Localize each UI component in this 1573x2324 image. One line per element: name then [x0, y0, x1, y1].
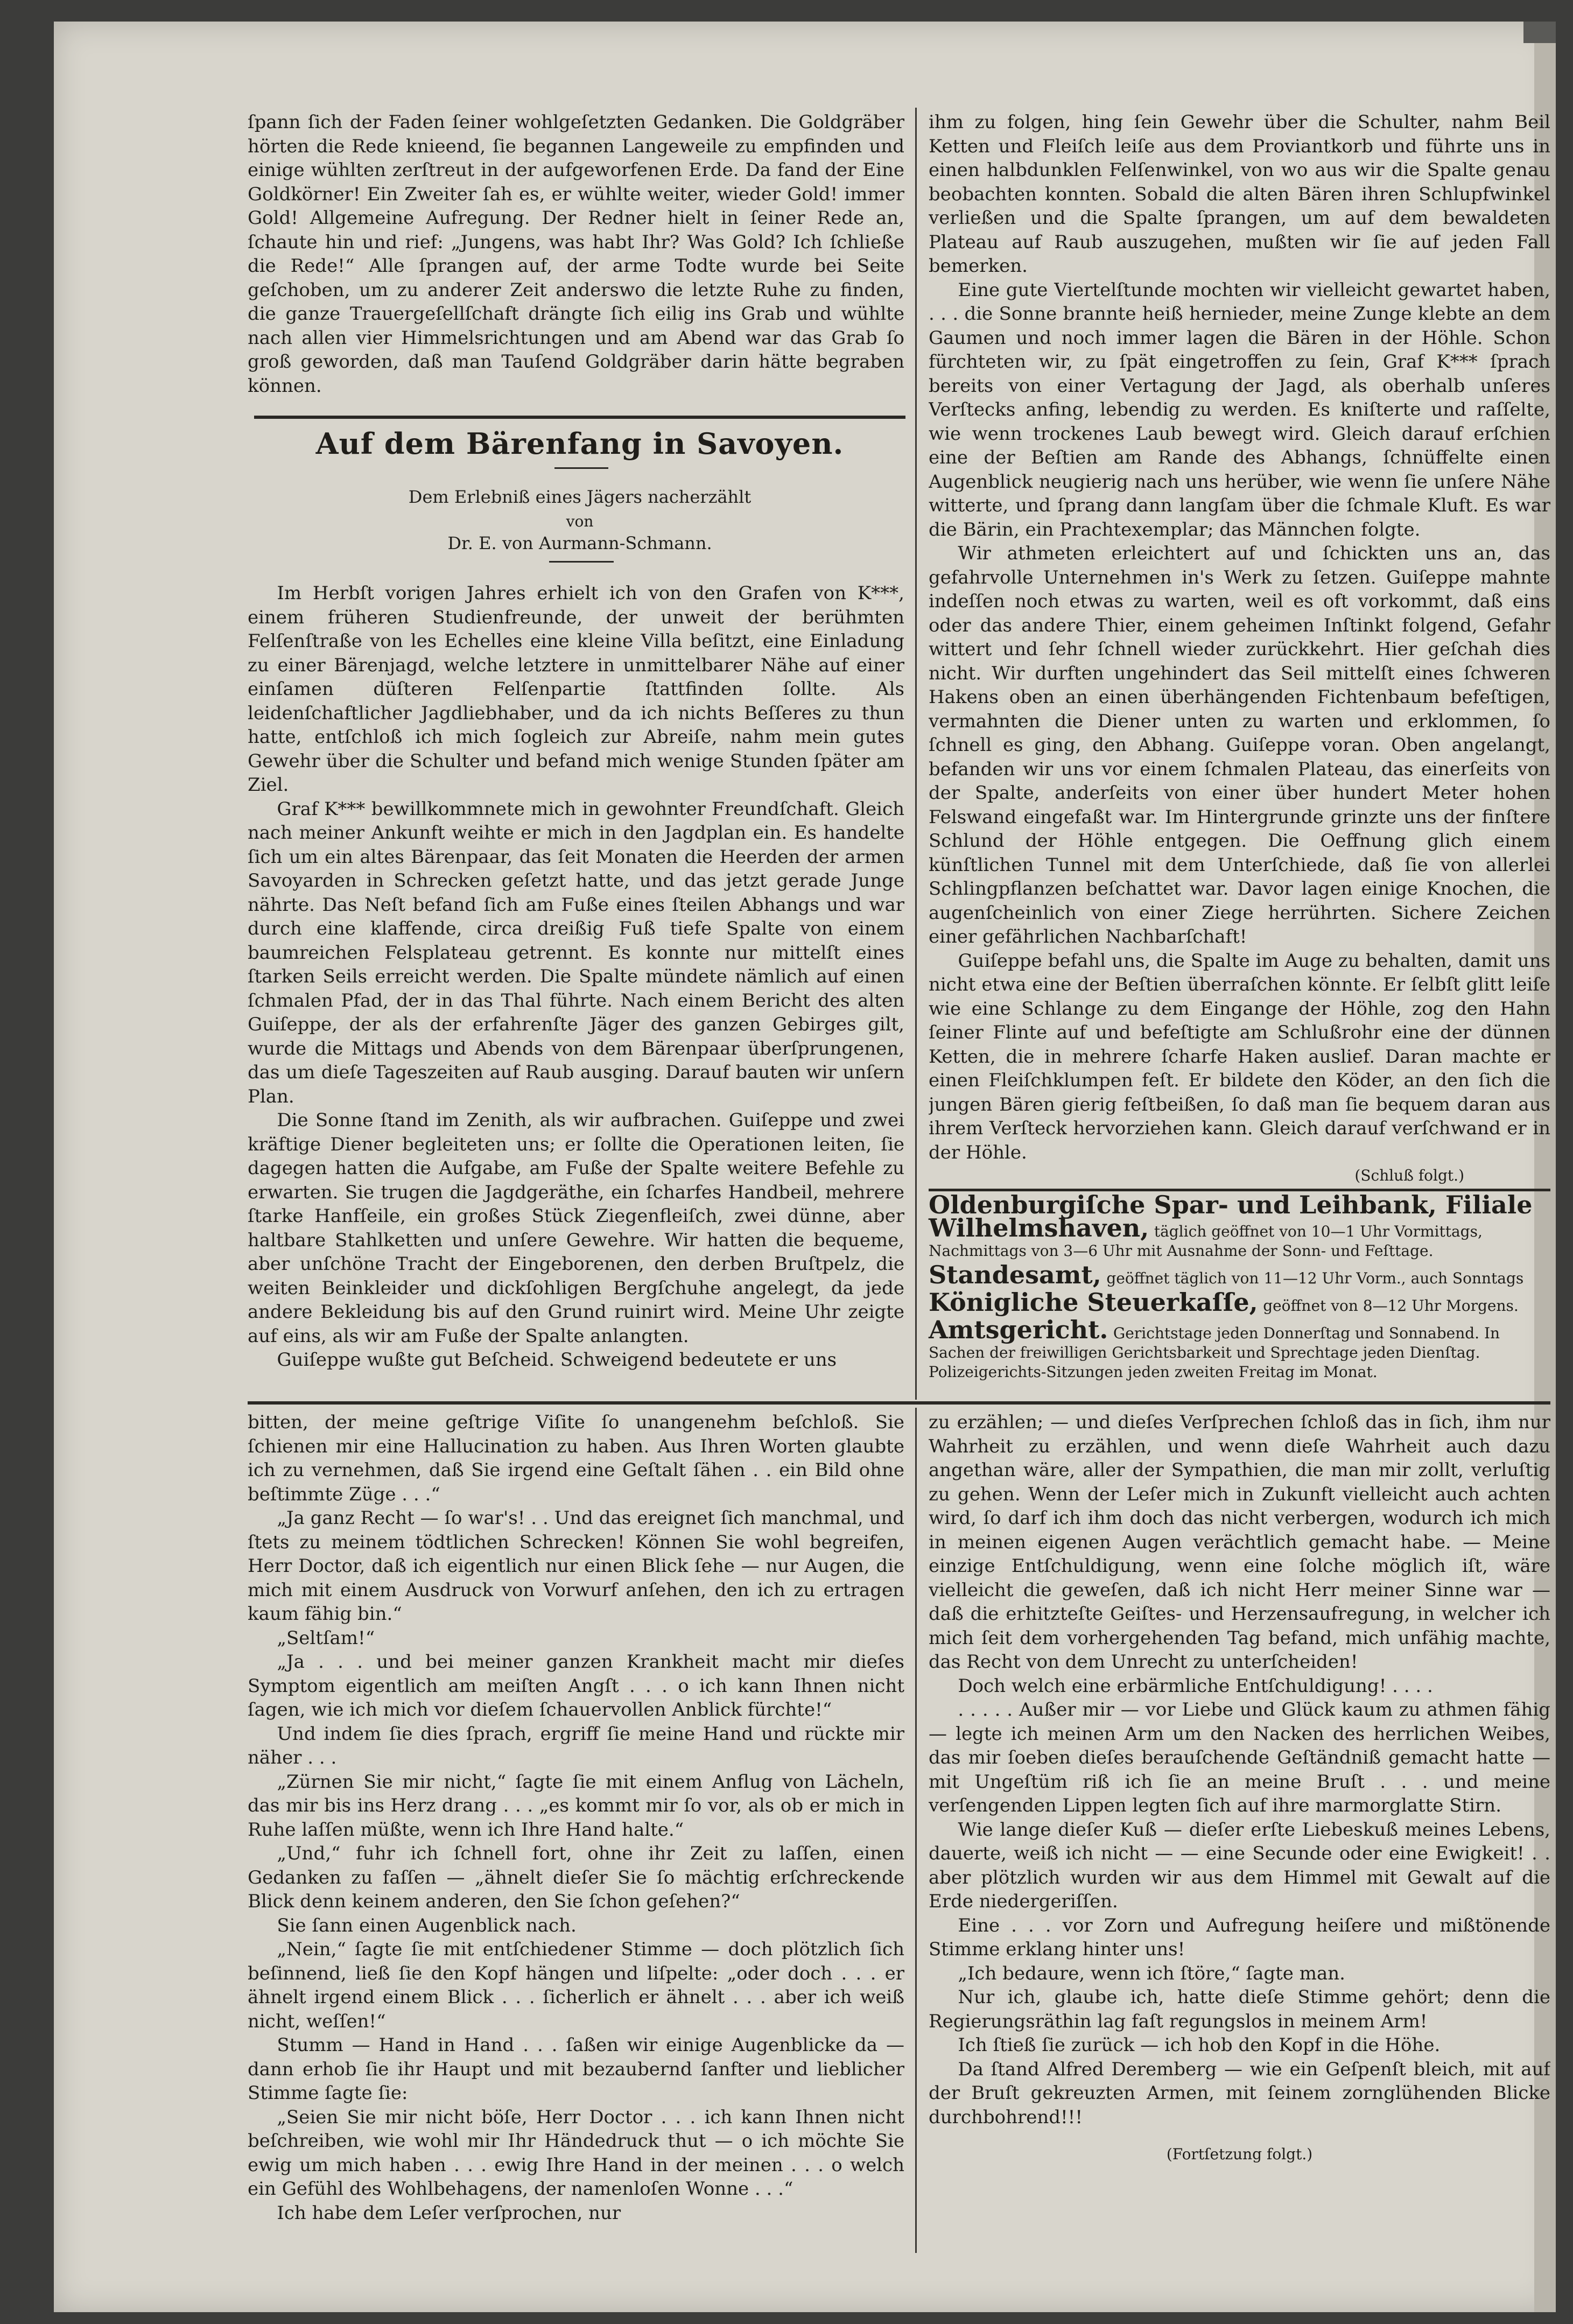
newspaper-page [54, 22, 1556, 2312]
feuilleton-divider [248, 1401, 1550, 1405]
novel-paragraph: „Ja . . . und bei meiner ganzen Krankheit macht mir dieſes Symptom eigentlich am meiſten Angſt . . . o ich kann Ihnen nicht ſagen, wie ich mich vor dieſem ſchauervollen Anblick fürchte!“ [248, 1651, 904, 1721]
notice-court-title: Amtsgericht. [929, 1315, 1108, 1344]
author-rule [549, 561, 614, 563]
notice-registry-details: geöffnet täglich von 11—12 Uhr Vorm., auch Sonntags [1106, 1269, 1524, 1287]
notice-court [929, 1315, 1550, 1382]
story-paragraph: Graf K*** bewillkommnete mich in gewohnter Freundſchaft. Gleich nach meiner Ankunft weihte er mich in den Jagdplan ein. Es handelte ſich um ein altes Bärenpaar, das ſeit Monaten die Heerden der armen Savoyarden in Schrecken geſetzt hatte, und das jetzt gerade Junge nährte. Das Neſt befand ſich am Fuße eines ſteilen Abhangs und war durch eine klaffende, circa dreißig Fuß tiefe Spalte von einem baumreichen Felsplateau getrennt. Es konnte nur mittelſt eines ſtarken Seils erreicht werden. Die Spalte mündete nämlich auf einen ſchmalen Pfad, der in das Thal führte. Nach einem Bericht des alten Guiſeppe, der als der erfahrenſte Jäger des ganzen Gebirges gilt, wurde die Mittags und Abends von dem Bärenpaar überſprungenen, das um dieſe Tageszeiten auf Raub ausging. Darauf bauten wir unſern Plan. [248, 798, 904, 1107]
story-paragraph: Im Herbſt vorigen Jahres erhielt ich von den Grafen von K***, einem früheren Studienfreunde, der unweit der berühmten Felſenſtraße von les Echelles eine kleine Villa beſitzt, eine Einladung zu einer Bärenjagd, welche letztere in unmittelbarer Nähe auf einer einſamen düſteren Felſenpartie ſtattfinden ſollte. Als leidenſchaftlicher Jagdliebhaber, und da ich nichts Beſſeres zu thun hatte, entſchloß ich mich ſogleich zur Abreiſe, nahm mein gutes Gewehr über die Schulter und befand mich wenige Stunden ſpäter am Ziel. [248, 582, 904, 796]
novel-paragraph: „Zürnen Sie mir nicht,“ ſagte ſie mit einem Anflug von Lächeln, das mir bis ins Herz drang . . . „es kommt mir ſo vor, als ob er mich in Ruhe laſſen müßte, wenn ich Ihre Hand halte.“ [248, 1771, 904, 1841]
bottom-column-divider [915, 1408, 917, 2253]
bottom-left-column [248, 1410, 904, 2250]
notice-tax-office-title: Königliche Steuerkaſſe, [929, 1288, 1258, 1317]
article-author: Dr. E. von Aurmann-Schmann. [447, 533, 712, 553]
heading-top-rule [254, 416, 905, 419]
novel-paragraph: bitten, der meine geſtrige Viſite ſo unangenehm beſchloß. Sie ſchienen mir eine Hallucination zu haben. Aus Ihren Worten glaubte ich zu vernehmen, daß Sie irgend eine Geſtalt ſähen . . ein Bild ohne beſtimmte Züge . . .“ [248, 1412, 904, 1505]
story-paragraph: Eine gute Viertelſtunde mochten wir vielleicht gewartet haben, . . . die Sonne brannte heiß hernieder, meine Zunge klebte an dem Gaumen und noch immer lagen die Bären in der Höhle. Schon fürchteten wir, zu ſpät eingetroffen zu ſein, Graf K*** ſprach bereits von einer Vertagung der Jagd, als oberhalb unſeres Verſtecks anfing, lebendig zu werden. Es kniſterte und raſſelte, wie wenn trockenes Laub bewegt wird. Gleich darauf erſchien eine der Beſtien am Rande des Abhangs, ſchnüffelte einen Augenblick neugierig nach uns herüber, wie wenn ſie unſere Nähe witterte, und ſprang dann langſam über die ſchmale Kluft. Es war die Bärin, ein Prachtexemplar; das Männchen folgte. [929, 279, 1550, 540]
notice-tax-office [929, 1288, 1550, 1317]
novel-paragraph: Und indem ſie dies ſprach, ergriff ſie meine Hand und rückte mir näher . . . [248, 1723, 904, 1768]
novel-paragraph: Doch welch eine erbärmliche Entſchuldigung! . . . . [958, 1675, 1433, 1697]
novel-paragraph: zu erzählen; — und dieſes Verſprechen ſchloß das in ſich, ihm nur Wahrheit zu erzählen, und wenn dieſe Wahrheit auch dazu angethan wäre, aller der Sympathien, die man mir zollt, verluſtig zu gehen. Wenn der Leſer mich in Zukunft vielleicht auch achten wird, ſo darf ich ihm doch das nicht verbergen, wodurch ich mich in meinen eigenen Augen verächtlich gemacht habe. — Meine einzige Entſchuldigung, wenn eine ſolche möglich iſt, wäre vielleicht die geweſen, daß ich nicht Herr meiner Sinne war — daß die erhitzteſte Geiſtes- und Herzensaufregung, in welcher ich mich ſeit dem vorhergehenden Tag befand, mich unfähig machte, das Recht von dem Unrecht zu unterſcheiden! [929, 1412, 1550, 1673]
novel-paragraph: Sie ſann einen Augenblick nach. [277, 1914, 577, 1936]
story-paragraph: Guiſeppe befahl uns, die Spalte im Auge zu behalten, damit uns nicht etwa eine der Beſtien überraſchen könnte. Er ſelbſt glitt leiſe wie eine Schlange zu dem Eingange der Höhle, zog den Hahn ſeiner Flinte auf und befeſtigte am Schlußrohr eine der dünnen Ketten, die in mehrere ſcharfe Haken auslief. Daran machte er einen Fleiſchklumpen feſt. Er bildete den Köder, an den ſich die jungen Bären gierig feſtbeißen, ſo daß man ſie bequem daran aus ihrem Verſteck hervorziehen kann. Gleich darauf verſchwand er in der Höhle. [929, 950, 1550, 1163]
novel-paragraph: „Und,“ fuhr ich ſchnell fort, ohne ihr Zeit zu laſſen, einen Gedanken zu faſſen — „ähnelt dieſer Sie ſo mächtig erſchreckende Blick denn keinem anderen, den Sie ſchon geſehen?“ [248, 1843, 904, 1912]
notice-bank-title: Oldenburgiſche Spar- und Leihbank, Filiale Wilhelmshaven, [929, 1190, 1533, 1242]
novel-paragraph: Nur ich, glaube ich, hatte dieſe Stimme gehört; denn die Regierungsräthin lag faſt regungslos in meinem Arm! [929, 1986, 1550, 2032]
notice-registry-title: Standesamt, [929, 1260, 1101, 1289]
story-paragraph: ihm zu folgen, hing ſein Gewehr über die Schulter, nahm Beil Ketten und Fleiſch leiſe aus dem Proviantkorb und führte uns in einen halbdunklen Felſenwinkel, von wo aus wir die Spalte genau beobachten konnten. Sobald die alten Bären ihren Schlupfwinkel verließen und die Spalte ſprangen, um auf dem bewaldeten Plateau auf Raub auszugehen, mußten wir ſie auf jeden Fall bemerken. [929, 111, 1550, 277]
notice-bank [929, 1190, 1550, 1261]
gold-digger-paragraph: ſpann ſich der Faden ſeiner wohlgeſetzten Gedanken. Die Goldgräber hörten die Rede knieend, ſie begannen Langeweile zu empfinden und einige wühlten zerſtreut in der aufgeworfenen Erde. Da fand der Eine Goldkörner! Ein Zweiter ſah es, er wühlte weiter, wieder Gold! immer Gold! Allgemeine Aufregung. Der Redner hielt in ſeiner Rede an, ſchaute hin und rief: „Jungens, was habt Ihr? Was Gold? Ich ſchließe die Rede!“ Alle ſprangen auf, der arme Todte wurde bei Seite geſchoben, um zu anderer Zeit anderswo die letzte Ruhe zu finden, die ganze Trauergeſellſchaft drängte ſich eilig ins Grab und wühlte nach allen vier Himmelsrichtungen und am Abend war das Grab ſo groß geworden, daß man Tauſend Goldgräber darin hätte begraben können. [248, 111, 904, 397]
continuation-note: (Fortſetzung folgt.) [1166, 2145, 1313, 2163]
novel-paragraph: Ich habe dem Leſer verſprochen, nur [277, 2202, 621, 2224]
notices-block [929, 1190, 1550, 1382]
story-paragraph: Guiſeppe wußte gut Beſcheid. Schweigend bedeutete er uns [277, 1349, 837, 1371]
article-heading: Auf dem Bärenfang in Savoyen. [315, 426, 844, 461]
heading-ornament [554, 467, 608, 469]
bottom-right-column [929, 1410, 1550, 2186]
notice-court-details: Gerichtstage jeden Donnerſtag und Sonnabend. In Sachen der freiwilligen Gerichtsbarkeit und Sprechtage jeden Dienſtag. Polizeigerichts-Sitzungen jeden zweiten Freitag im Monat. [929, 1324, 1500, 1381]
story-paragraph: Wir athmeten erleichtert auf und ſchickten uns an, das gefahrvolle Unternehmen in's Werk zu ſetzen. Guiſeppe mahnte indeſſen noch etwas zu warten, weil es oft vorkommt, daß eins oder das andere Thier, einem geheimen Inſtinkt folgend, Gefahr wittert und ſehr ſchnell wieder zurückkehrt. Hier geſchah dies nicht. Wir durften ungehindert das Seil mittelſt eines ſchweren Hakens oben an einen überhängenden Fichtenbaum befeſtigen, vermahnten die Diener unten zu warten und erklommen, ſo ſchnell es ging, den Abhang. Guiſeppe voran. Oben angelangt, befanden wir uns vor einem ſchmalen Plateau, das einerſeits von der Spalte, anderſeits von einer über hundert Meter hohen Felswand eingefaßt war. Im Hintergrunde grinzte uns der finſtere Schlund der Höhle entgegen. Die Oeffnung glich einem künſtlichen Tunnel mit dem Unterſchiede, daß ſie von allerlei Schlingpflanzen beſchattet war. Davor lagen einige Knochen, die augenſcheinlich von einer Ziege herrührten. Sichere Zeichen einer gefährlichen Nachbarſchaft! [929, 543, 1550, 947]
novel-paragraph: „Seien Sie mir nicht böſe, Herr Doctor . . . ich kann Ihnen nicht beſchreiben, wie wohl mir Ihr Händedruck thut — o ich möchte Sie ewig um mich haben . . . ewig Ihre Hand in der meinen . . . o welch ein Gefühl des Wohlbehagens, der namenloſen Wonne . . .“ [248, 2106, 904, 2200]
story-paragraph: Die Sonne ſtand im Zenith, als wir aufbrachen. Guiſeppe und zwei kräftige Diener begleiteten uns; er ſollte die Operationen leiten, ſie dagegen hatten die Aufgabe, am Fuße der Spalte weitere Befehle zu erwarten. Sie trugen die Jagdgeräthe, ein ſcharfes Handbeil, mehrere ſtarke Hanfſeile, ein großes Stück Ziegenfleiſch, zwei dünne, aber haltbare Stahlketten und unſere Gewehre. Wir hatten die bequeme, aber unſchöne Tracht der Eingeborenen, den derben Bruſtpelz, die weiten Beinkleider und dickſohligen Bergſchuhe angelegt, da jede andere Bekleidung bis auf den Grund ruinirt wird. Meine Uhr zeigte auf eins, als wir am Fuße der Spalte anlangten. [248, 1110, 904, 1347]
novel-paragraph: „Nein,“ ſagte ſie mit entſchiedener Stimme — doch plötzlich ſich beſinnend, ließ ſie den Kopf hängen und liſpelte: „oder doch . . . er ähnelt irgend einem Blick . . . ſicherlich er ähnelt . . . aber ich weiß nicht, weſſen!“ [248, 1939, 904, 2032]
story-left-column [248, 581, 904, 1394]
novel-paragraph: Da ſtand Alfred Deremberg — wie ein Geſpenſt bleich, mit auf der Bruſt gekreuzten Armen, mit ſeinem zornglühenden Blicke durchbohrend!!! [929, 2058, 1550, 2128]
novel-paragraph: „Seltſam!“ [277, 1627, 375, 1649]
novel-paragraph: „Ja ganz Recht — ſo war's! . . Und das ereignet ſich manchmal, und ſtets zu meinem tödtlichen Schrecken! Können Sie wohl begreifen, Herr Doctor, daß ich eigentlich nur einen Blick ſehe — nur Augen, die mich mit einem Ausdruck von Vorwurf anſehen, den ich zu ertragen kaum fähig bin.“ [248, 1507, 904, 1625]
novel-paragraph: Ich ſtieß ſie zurück — ich hob den Kopf in die Höhe. [958, 2034, 1441, 2056]
continuation-note: (Schluß folgt.) [1354, 1167, 1464, 1184]
story-right-column [929, 110, 1550, 1184]
torn-corner [1523, 22, 1556, 43]
novel-paragraph: Stumm — Hand in Hand . . . ſaßen wir einige Augenblicke da — dann erhob ſie ihr Haupt und mit bezaubernd ſanfter und lieblicher Stimme ſagte ſie: [248, 2034, 904, 2104]
notice-bank-details: täglich geöffnet von 10—1 Uhr Vormittags, Nachmittags von 3—6 Uhr mit Ausnahme der Sonn- und Feſttage. [929, 1223, 1483, 1260]
top-column-divider [915, 108, 917, 1400]
top-left-column [248, 110, 904, 412]
novel-paragraph: „Ich bedaure, wenn ich ſtöre,“ ſagte man. [958, 1962, 1345, 1984]
article-subtitle: Dem Erlebniß eines Jägers nacherzählt [408, 487, 752, 507]
novel-paragraph: Eine . . . vor Zorn und Aufregung heiſere und mißtönende Stimme erklang hinter uns! [929, 1914, 1550, 1960]
novel-paragraph: Wie lange dieſer Kuß — dieſer erſte Liebeskuß meines Lebens, dauerte, weiß ich nicht — — eine Secunde oder eine Ewigkeit! . . aber plötzlich wurden wir aus dem Himmel mit Gewalt auf die Erde niedergeriſſen. [929, 1819, 1550, 1912]
notice-registry [929, 1260, 1550, 1289]
notice-tax-office-details: geöffnet von 8—12 Uhr Morgens. [1263, 1297, 1519, 1315]
article-von: von [566, 512, 594, 530]
novel-paragraph: . . . . . Außer mir — vor Liebe und Glück kaum zu athmen fähig — legte ich meinen Arm um den Nacken des herrlichen Weibes, das mir ſoeben dieſes berauſchende Geſtändniß gemacht hatte — mit Ungeſtüm riß ich ſie an meine Bruſt . . . und meine verſengenden Lippen legten ſich auf ihre marmorglatte Stirn. [929, 1699, 1550, 1816]
